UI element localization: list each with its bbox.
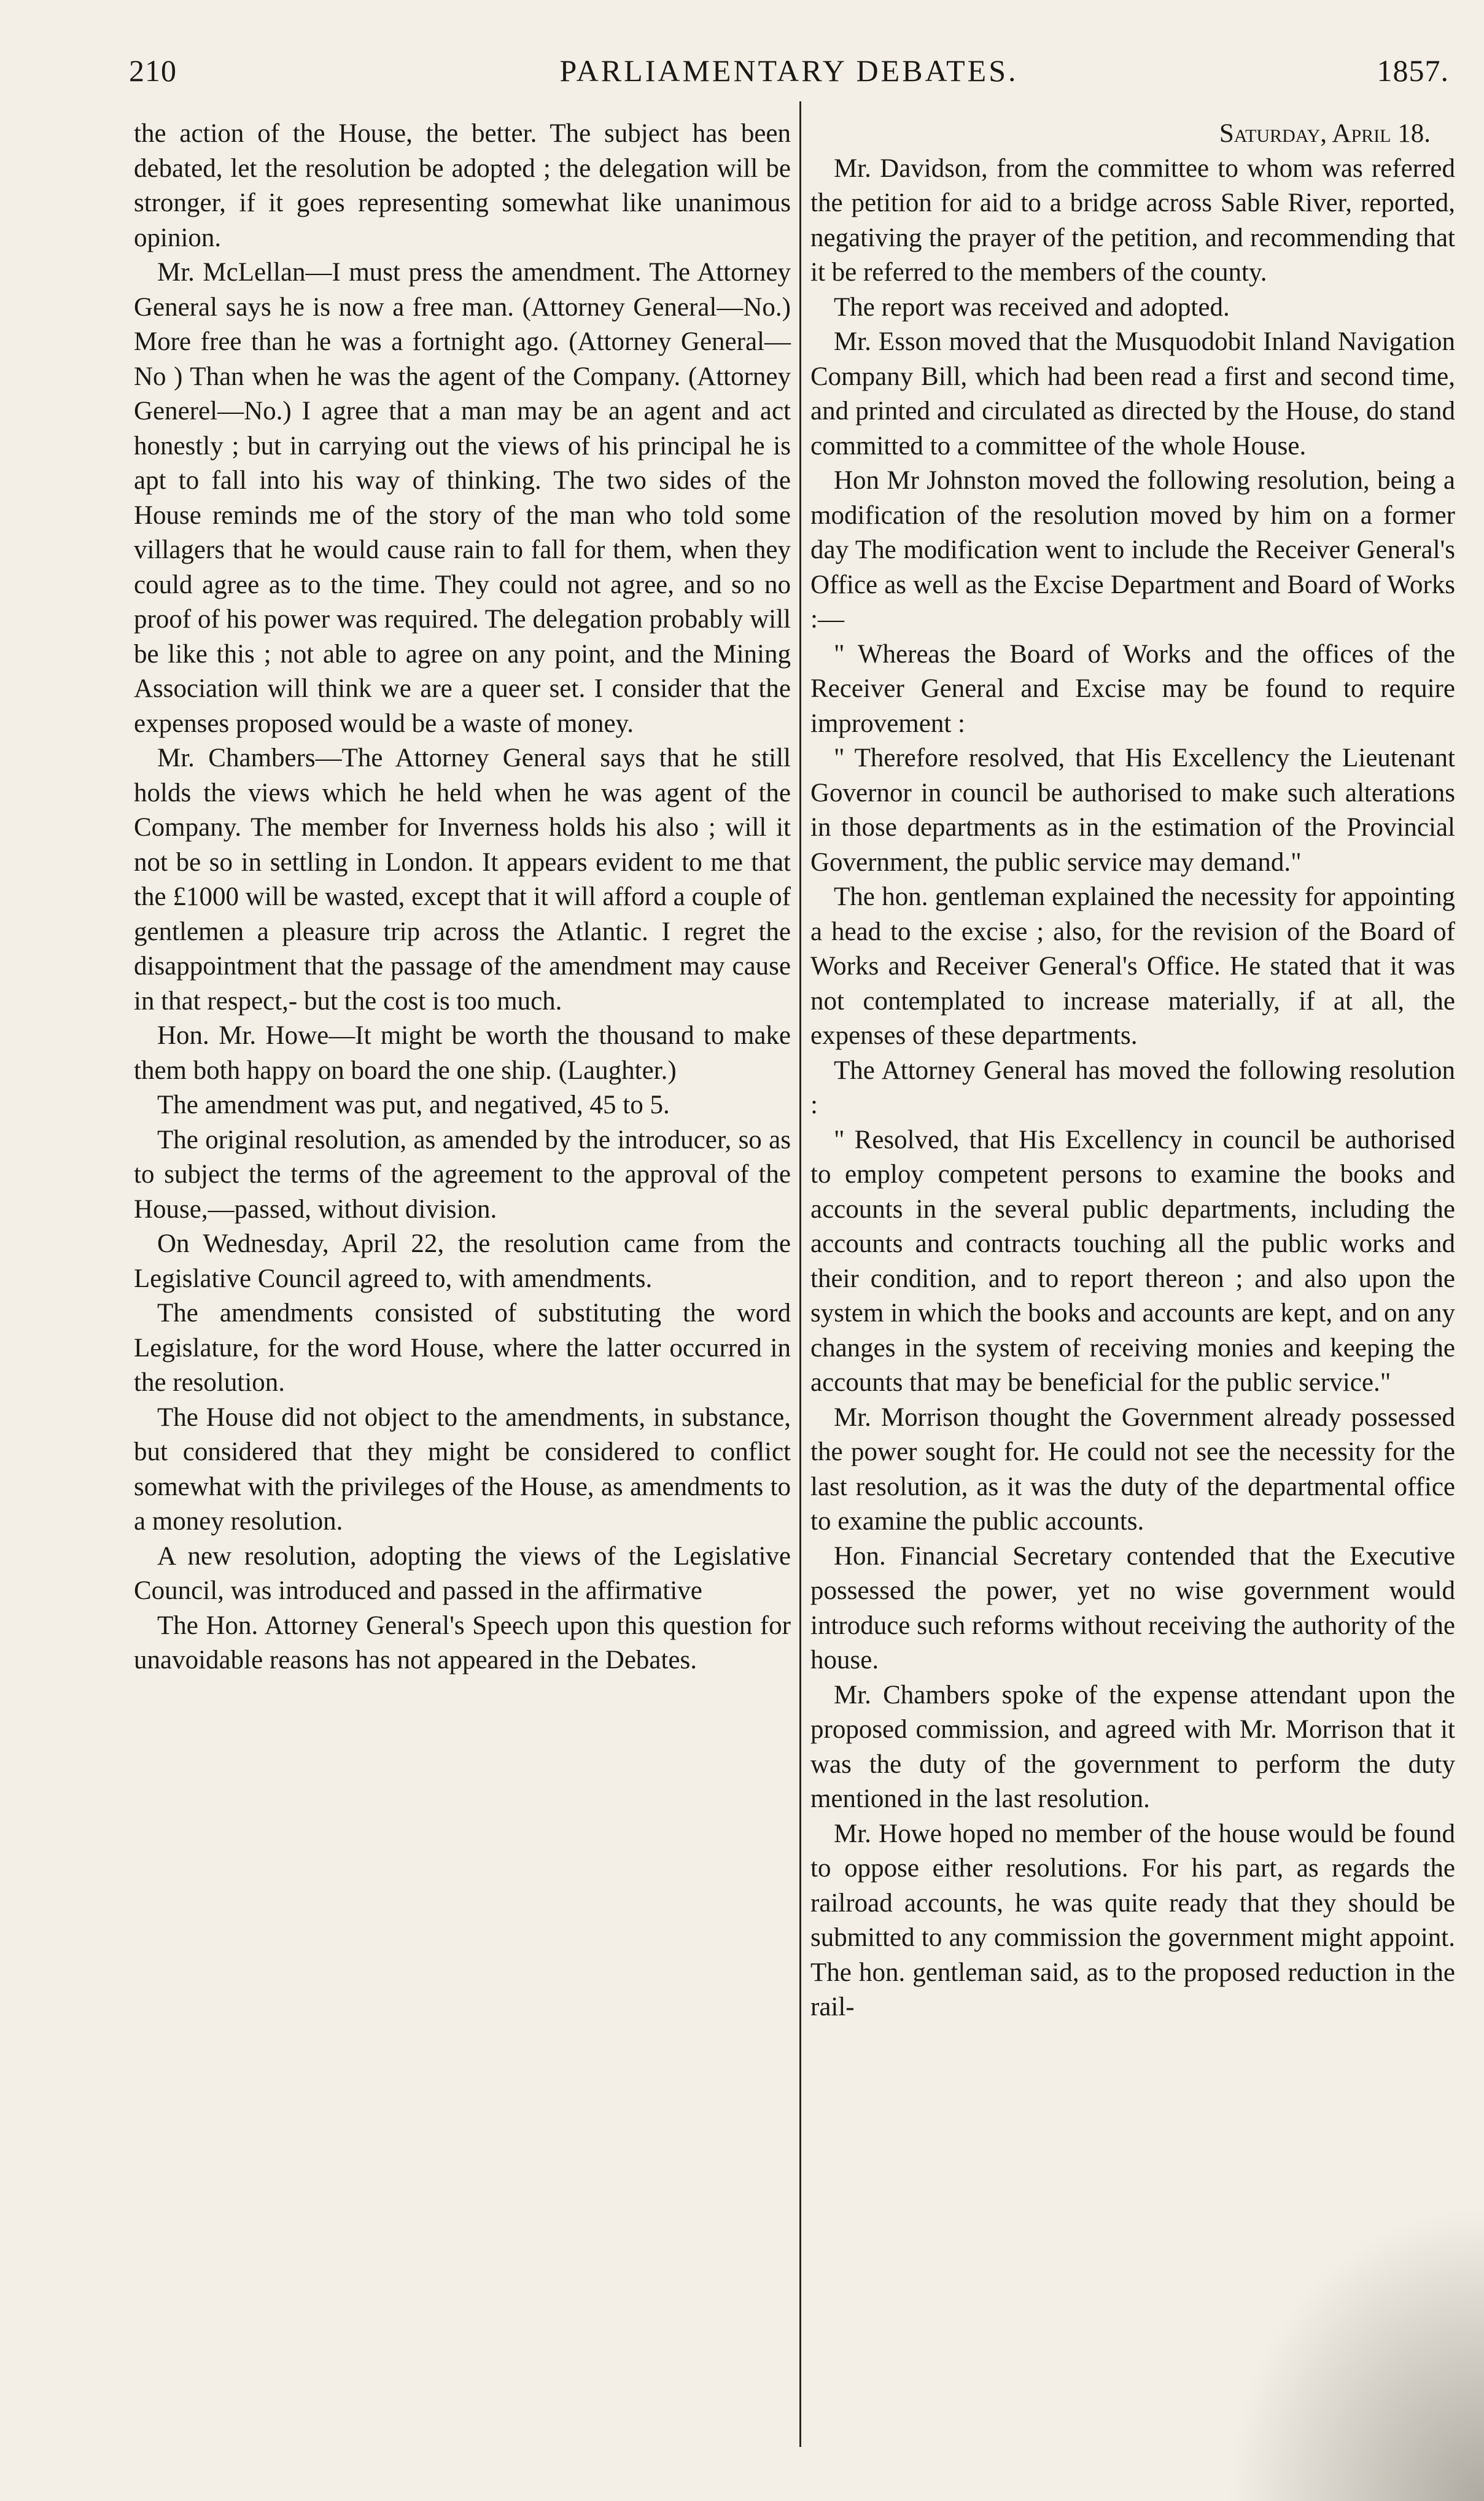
paragraph: On Wednesday, April 22, the resolution came from the Legislative Council agreed to, with amendments.: [134, 1229, 791, 1293]
print-smudge: [1226, 2206, 1484, 2501]
left-column: [134, 117, 791, 1678]
paragraph: The hon. gentleman explained the necessity for appointing a head to the excise ; also, for the revision of the Board of Works and Receiver General's Office. He stated that it was not contemplated to increase materially, if at all, the expenses of these departments.: [810, 882, 1455, 1050]
paragraph: Mr. Chambers spoke of the expense attendant upon the proposed commission, and agreed with Mr. Morrison that it was the duty of the government to perform the duty mentioned in the last resolution.: [810, 1680, 1455, 1813]
page-title: PARLIAMENTARY DEBATES.: [559, 53, 1019, 88]
paragraph: Mr. Morrison thought the Government already possessed the power sought for. He could not see the necessity for the last resolution, as it was the duty of the departmental office to examine the public accounts.: [810, 1402, 1455, 1536]
paragraph: Hon. Financial Secretary contended that the Executive possessed the power, yet no wise government would introduce such reforms without receiving the authority of the house.: [810, 1541, 1455, 1674]
paragraph: A new resolution, adopting the views of the Legislative Council, was introduced and passed in the affirmative: [134, 1541, 791, 1605]
paragraph: The Attorney General has moved the following resolution :: [810, 1056, 1455, 1119]
paragraph: Hon Mr Johnston moved the following resolution, being a modification of the resolution moved by him on a former day The modification went to include the Receiver General's Office as well as the Excise Department and Board of Works :—: [810, 466, 1455, 634]
quoted-resolution: " Whereas the Board of Works and the offices of the Receiver General and Excise may be found to require improvement :: [810, 639, 1455, 738]
paragraph: Mr. Chambers—The Attorney General says that he still holds the views which he held when he was agent of the Company. The member for Inverness holds his also ; will it not be so in settling in London. It appears evident to me that the £1000 will be wasted, except that it will afford a couple of gentlemen a pleasure trip across the Atlantic. I regret the disappointment that the passage of the amendment may cause in that respect,- but the cost is too much.: [134, 744, 791, 1016]
paragraph: The report was received and adopted.: [834, 292, 1230, 322]
page-number: 210: [129, 53, 177, 88]
right-column: [810, 117, 1455, 2025]
paragraph: Mr. Esson moved that the Musquodobit Inland Navigation Company Bill, which had been read a first and second time, and printed and circulated as directed by the House, do stand committed to a committee of the whole House.: [810, 327, 1455, 461]
page-header: [129, 53, 1449, 96]
quoted-resolution: " Therefore resolved, that His Excellency the Lieutenant Governor in council be authorised to make such alterations in those departments as in the estimation of the Provincial Government, the public service may demand.": [810, 744, 1455, 877]
paragraph: The amendment was put, and negatived, 45 to 5.: [157, 1091, 670, 1119]
dateline: Saturday, April 18.: [1219, 119, 1431, 148]
page-year: 1857.: [1377, 53, 1449, 88]
paragraph: Hon. Mr. Howe—It might be worth the thousand to make them both happy on board the one ship. (Laughter.): [134, 1021, 791, 1085]
paragraph: The Hon. Attorney General's Speech upon this question for unavoidable reasons has not appeared in the Debates.: [134, 1611, 791, 1674]
column-divider: [799, 101, 801, 2447]
paragraph: The amendments consisted of substituting the word Legislature, for the word House, where the latter occurred in the resolution.: [134, 1299, 791, 1397]
paragraph: Mr. Howe hoped no member of the house would be found to oppose either resolutions. For his part, as regards the railroad accounts, he was quite ready that they should be submitted to any commission the government might appoint. The hon. gentleman said, as to the proposed reduction in the rail-: [810, 1819, 1455, 2021]
paragraph: Mr. Davidson, from the committee to whom was referred the petition for aid to a bridge across Sable River, reported, negativing the prayer of the petition, and recommending that it be referred to the members of the county.: [810, 154, 1455, 287]
quoted-resolution: " Resolved, that His Excellency in council be authorised to employ competent persons to examine the books and accounts in the several public departments, including the accounts and contracts touching all the public works and their condition, and to report thereon ; and also upon the system in which the books and accounts are kept, and on any changes in the system of receiving monies and keeping the accounts that may be beneficial for the public service.": [810, 1125, 1455, 1397]
paragraph: The original resolution, as amended by the introducer, so as to subject the terms of the agreement to the approval of the House,—passed, without division.: [134, 1125, 791, 1224]
paragraph: The House did not object to the amendments, in substance, but considered that they might be considered to conflict somewhat with the privileges of the House, as amendments to a money resolution.: [134, 1402, 791, 1536]
paragraph: the action of the House, the better. The subject has been debated, let the resolution be adopted ; the delegation will be stronger, if it goes representing somewhat like unanimous opinion.: [134, 119, 791, 252]
paragraph: Mr. McLellan—I must press the amendment. The Attorney General says he is now a free man. (Attorney General—No.) More free than he was a fortnight ago. (Attorney General—No ) Than when he was the agent of the Company. (Attorney Generel—No.) I agree that a man may be an agent and act honestly ; but in carrying out the views of his principal he is apt to fall into his way of thinking. The two sides of the House reminds me of the story of the man who told some villagers that he would cause rain to fall for them, when they could agree as to the time. They could not agree, and so no proof of his power was required. The delegation probably will be like this ; not able to agree on any point, and the Mining Association will think we are a queer set. I consider that the expenses proposed would be a waste of money.: [134, 258, 791, 738]
